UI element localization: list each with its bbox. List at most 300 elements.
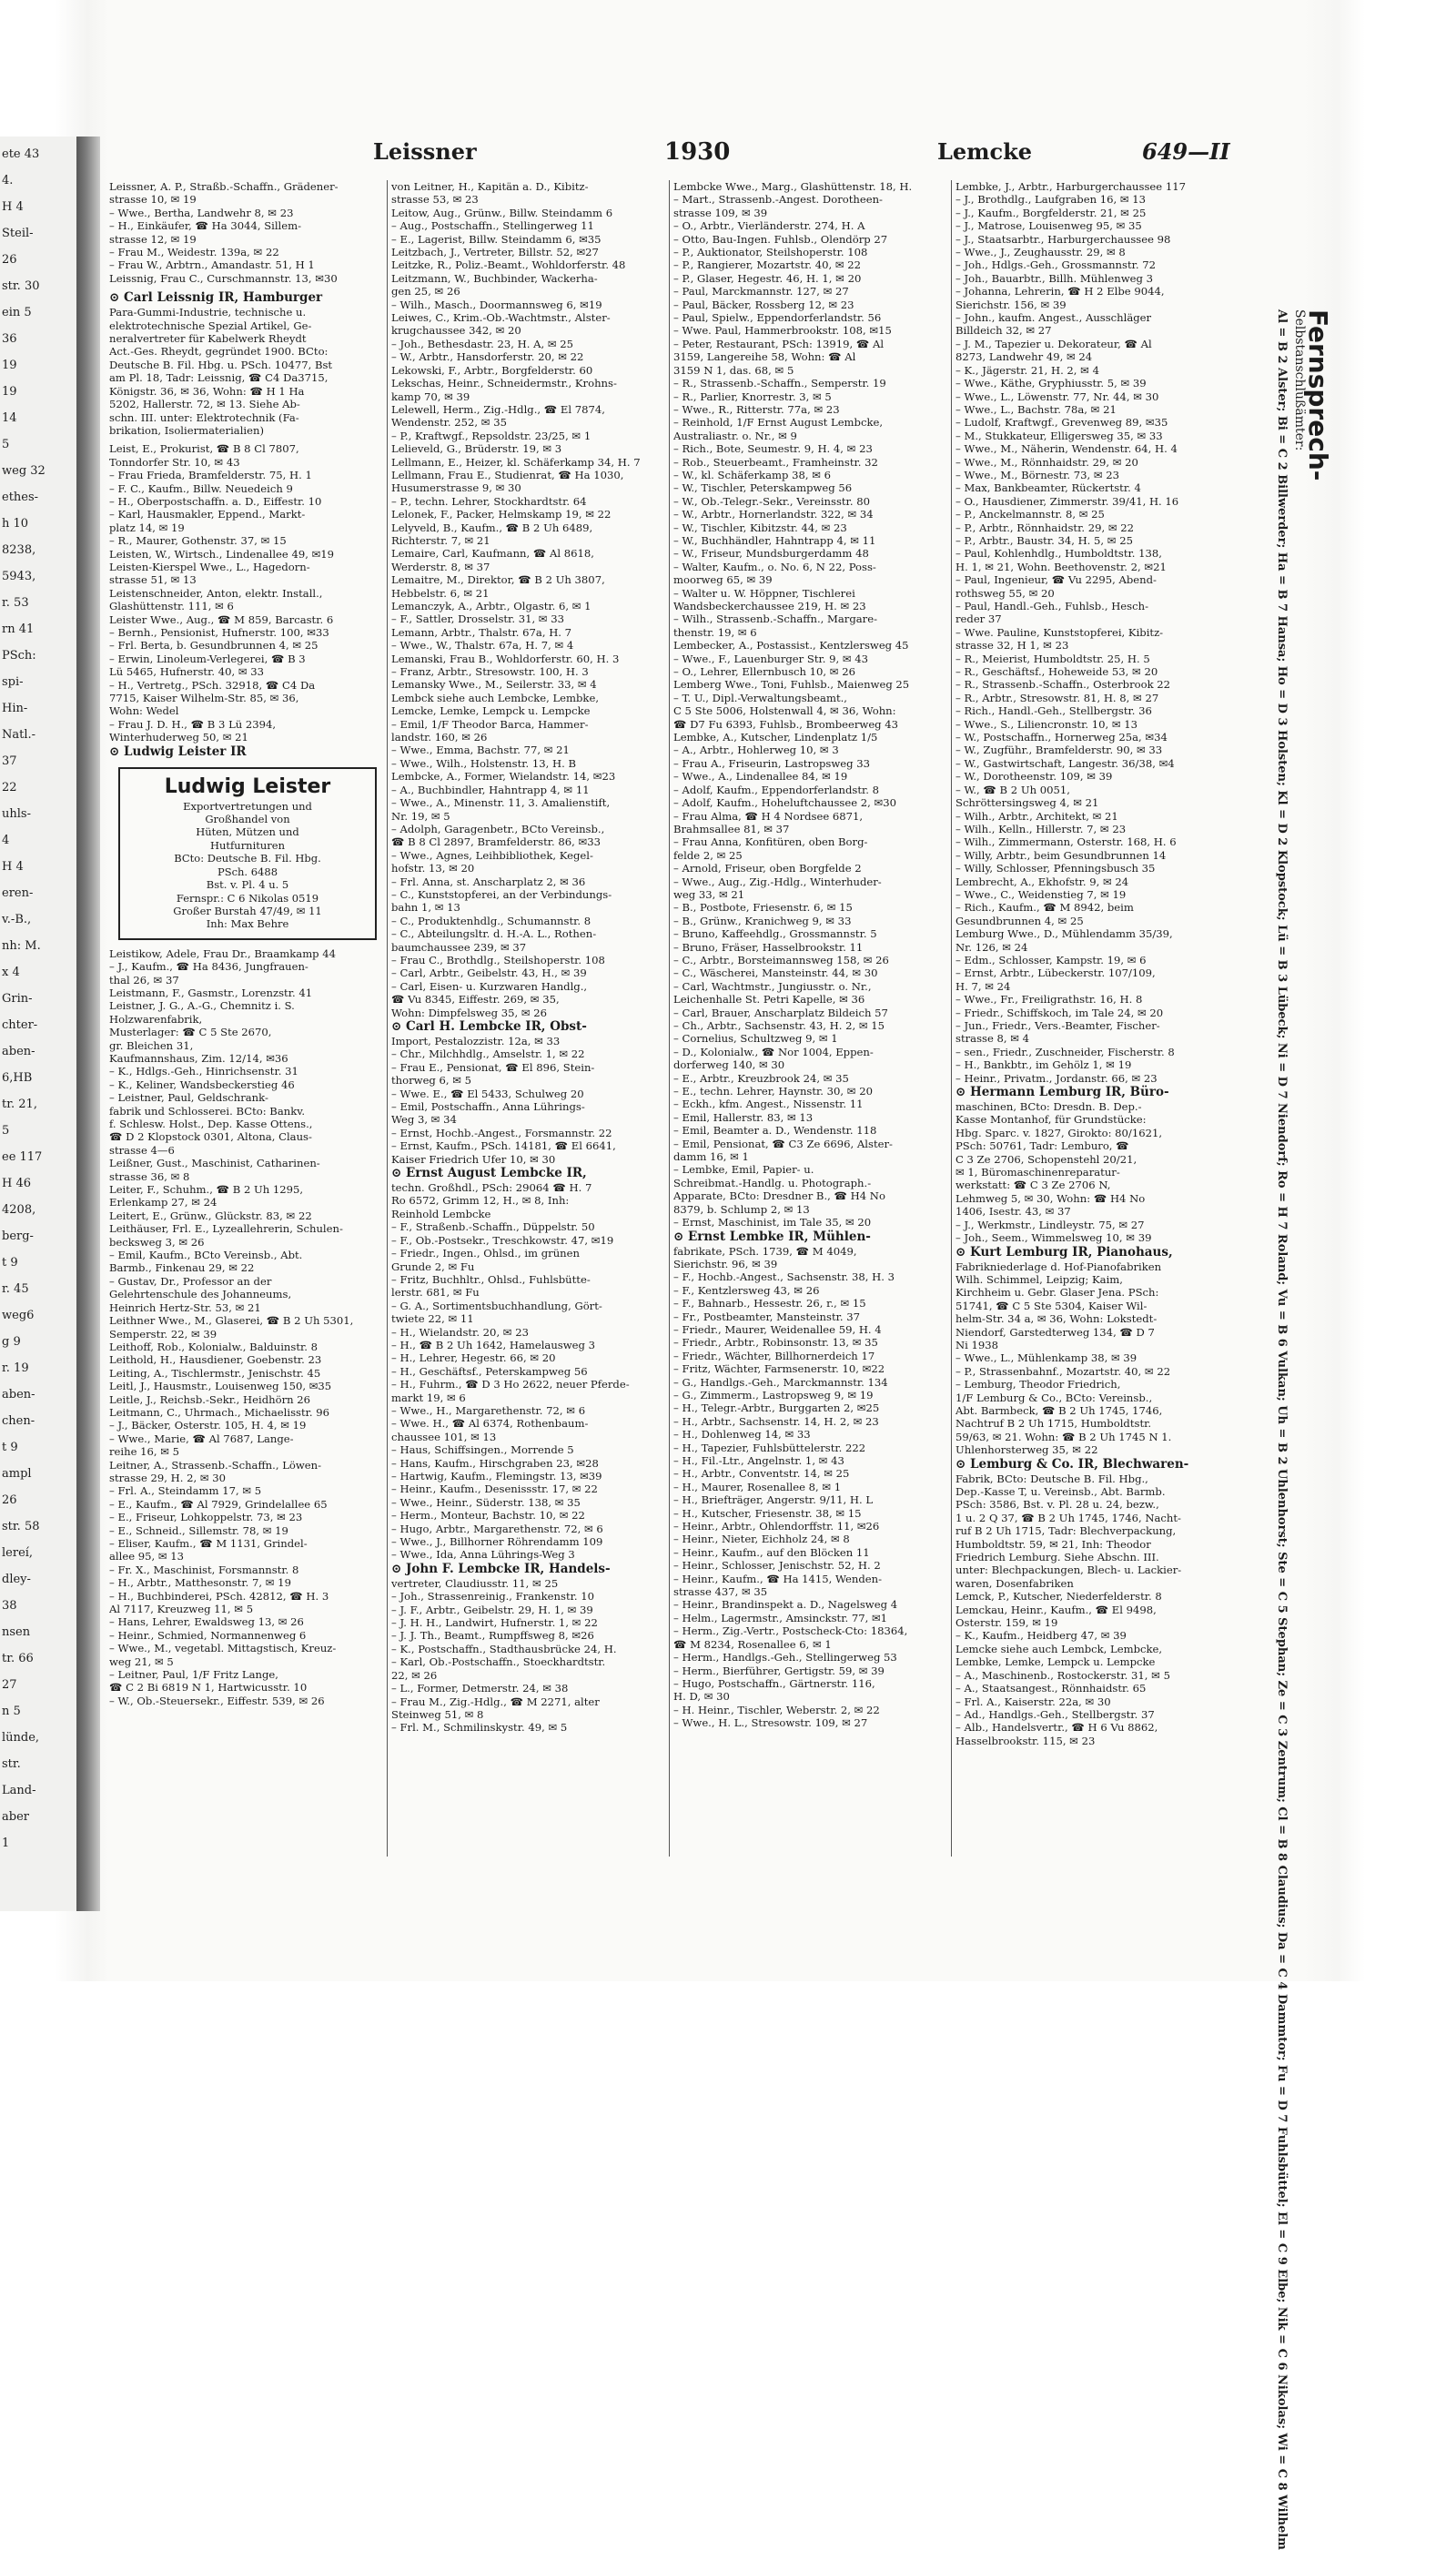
directory-entry: – Paul, Kohlenhdlg., Humboldtstr. 138, [956, 547, 1162, 561]
directory-entry: – Wwe., Fr., Freiligrathstr. 16, H. 8 [956, 993, 1143, 1007]
previous-page-fragment: nsen [2, 1625, 31, 1639]
directory-entry: – W., kl. Schäferkamp 38, ✉ 6 [673, 468, 831, 481]
directory-entry: – Johanna, Lehrerin, ☎ H 2 Elbe 9044, [956, 285, 1165, 299]
directory-entry: – Heinr., Privatm., Jordanstr. 66, ✉ 23 [956, 1071, 1158, 1085]
directory-entry: – Wwe., Marie, ☎ Al 7687, Lange- [109, 1432, 294, 1445]
directory-entry: Leitmann, C., Uhrmach., Michaelisstr. 96 [109, 1405, 330, 1419]
directory-entry: – H., Kutscher, Friesenstr. 38, ✉ 15 [673, 1506, 862, 1520]
previous-page-fragment: ampl [2, 1467, 32, 1481]
directory-entry: Leiting, A., Tischlermstr., Jenischstr. 45 [109, 1366, 321, 1380]
directory-entry: am Pl. 18, Tadr: Leissnig, ☎ C4 Da3715, [109, 371, 329, 385]
directory-entry: – Hugo, Arbtr., Margarethenstr. 72, ✉ 6 [391, 1522, 603, 1535]
directory-entry: – Wilh., Strassenb.-Schaffn., Margare- [673, 612, 877, 626]
directory-entry: – Hugo, Postschaffn., Gärtnerstr. 116, [673, 1676, 875, 1690]
directory-entry: – W., Dorotheenstr. 109, ✉ 39 [956, 770, 1113, 784]
directory-entry: – Rich., Handl.-Geh., Stellbergstr. 36 [956, 704, 1152, 718]
directory-entry: Lekowski, F., Arbtr., Borgfelderstr. 60 [391, 363, 593, 377]
previous-page-fragment: n 5 [2, 1705, 21, 1718]
directory-entry: Billdeich 32, ✉ 27 [956, 324, 1052, 338]
directory-entry: – K., Kaufm., Heidberg 47, ✉ 39 [956, 1629, 1127, 1643]
directory-entry: Leithner Wwe., M., Glaserei, ☎ B 2 Uh 5301, [109, 1314, 354, 1328]
directory-entry: von Leitner, H., Kapitän a. D., Kibitz- [391, 180, 589, 193]
previous-page-fragment: 5 [2, 1124, 10, 1138]
directory-entry: – Eliser, Kaufm., ☎ M 1131, Grindel- [109, 1537, 308, 1550]
directory-entry: Leisten, W., Wirtsch., Lindenallee 49, ✉19 [109, 547, 335, 561]
directory-entry: Leiwes, C., Krim.-Ob.-Wachtmstr., Alster- [391, 311, 611, 325]
directory-entry: – Friedr., Arbtr., Robinsonstr. 13, ✉ 35 [673, 1336, 878, 1350]
directory-entry: Leißner, Gust., Maschinist, Catharinen- [109, 1157, 320, 1170]
directory-entry: – G., Handlgs.-Geh., Marckmannstr. 134 [673, 1375, 888, 1389]
directory-entry: – Emil, Postschaffn., Anna Lührings- [391, 1100, 585, 1114]
directory-entry: – Wwe., R., Ritterstr. 77a, ✉ 23 [673, 402, 840, 416]
column-3 [673, 180, 946, 1857]
directory-entry: ☎ C 2 Bi 6819 N 1, Hartwicusstr. 10 [109, 1681, 308, 1695]
directory-entry: – K., Keliner, Wandsbeckerstieg 46 [109, 1078, 295, 1091]
previous-page-fragment: H 4 [2, 200, 24, 214]
directory-entry: – H., Oberpostschaffn. a. D., Eiffestr. 10 [109, 494, 322, 508]
directory-entry: – H., Arbtr., Sachsenstr. 14, H. 2, ✉ 23 [673, 1414, 879, 1428]
directory-entry: – Joh., Hdlgs.-Geh., Grossmannstr. 72 [956, 258, 1157, 272]
directory-entry: – Eckh., kfm. Angest., Nissenstr. 11 [673, 1098, 864, 1111]
advertisement-lines [124, 800, 371, 931]
directory-entry: Wohn: Wedel [109, 704, 179, 718]
directory-entry: – Frau E., Pensionat, ☎ El 896, Stein- [391, 1060, 595, 1074]
directory-entry: – E., Arbtr., Kreuzbrook 24, ✉ 35 [673, 1071, 849, 1085]
directory-entry: – Frau Anna, Konfitüren, oben Borg- [673, 835, 868, 849]
directory-entry: Hebbelstr. 6, ✉ 21 [391, 586, 490, 600]
directory-entry: – Lembke, Emil, Papier- u. [673, 1163, 814, 1177]
directory-entry: – J., Matrose, Louisenweg 95, ✉ 35 [956, 219, 1142, 233]
directory-entry: – F., Kentzlersweg 43, ✉ 26 [673, 1283, 820, 1297]
directory-entry: – F., Ob.-Postsekr., Treschkowstr. 47, ✉19 [391, 1233, 614, 1247]
directory-entry: – Frau W., Arbtrn., Amandastr. 51, H 1 [109, 258, 315, 272]
directory-entry: Ni 1938 [956, 1338, 999, 1351]
directory-entry: – J., Kaufm., ☎ Ha 8436, Jungfrauen- [109, 960, 308, 974]
directory-entry: – Lemburg, Theodor Friedrich, [956, 1378, 1121, 1391]
directory-entry: Erlenkamp 27, ✉ 24 [109, 1196, 217, 1209]
directory-entry: Lembecker, A., Postassist., Kentzlersweg 45 [673, 639, 909, 653]
previous-page-fragment: 4. [2, 174, 14, 187]
directory-entry: ☎ M 8234, Rosenallee 6, ✉ 1 [673, 1637, 832, 1651]
previous-page-fragment: weg 32 [2, 464, 46, 478]
directory-entry: Lembcke, A., Former, Wielandstr. 14, ✉23 [391, 770, 616, 784]
directory-entry: Schreibmat.-Handlg. u. Photograph.- [673, 1176, 872, 1189]
directory-entry: – J. F., Arbtr., Geibelstr. 29, H. 1, ✉ 39 [391, 1603, 593, 1616]
column-4 [956, 180, 1256, 1857]
directory-entry: Leitzbach, J., Vertreter, Billstr. 52, ✉27 [391, 246, 599, 259]
directory-entry: Reinhold Lembcke [391, 1207, 491, 1220]
directory-entry: Australiastr. o. Nr., ✉ 9 [673, 429, 797, 442]
directory-entry: strasse 12, ✉ 19 [109, 232, 197, 246]
directory-entry: Lemcke siehe auch Lembck, Lembcke, [956, 1642, 1163, 1655]
previous-page-fragment: lünde, [2, 1731, 40, 1745]
directory-entry: strasse 36, ✉ 8 [109, 1169, 190, 1183]
directory-entry: – Ad., Handlgs.-Geh., Stellbergstr. 37 [956, 1707, 1155, 1721]
directory-entry: strasse 109, ✉ 39 [673, 206, 768, 219]
directory-entry: – P., Arbtr., Rönnhaidstr. 29, ✉ 22 [956, 521, 1134, 534]
previous-page-fragment: Grin- [2, 992, 33, 1006]
directory-entry: Lemanczyk, A., Arbtr., Olgastr. 6, ✉ 1 [391, 600, 592, 612]
directory-entry: – H., Arbtr., Matthesonstr. 7, ✉ 19 [109, 1576, 291, 1590]
directory-entry: – Wwe., Agnes, Leihbibliothek, Kegel- [391, 848, 593, 862]
directory-entry: – P., Arbtr., Baustr. 34, H. 5, ✉ 25 [956, 533, 1133, 547]
directory-entry: Friedrich Lemburg. Siehe Abschn. III. [956, 1551, 1159, 1564]
directory-entry: – R., Parlier, Knorrestr. 3, ✉ 5 [673, 390, 832, 403]
previous-page-fragment: 19 [2, 359, 17, 372]
directory-entry: Leitzmann, W., Buchbinder, Wackerha- [391, 271, 598, 285]
directory-entry: – E., techn. Lehrer, Haynstr. 30, ✉ 20 [673, 1085, 873, 1098]
directory-entry: Leistmann, F., Gasmstr., Lorenzstr. 41 [109, 986, 313, 999]
directory-entry: Gesundbrunnen 4, ✉ 25 [956, 914, 1084, 927]
directory-entry: Osterstr. 159, ✉ 19 [956, 1616, 1058, 1630]
directory-entry: Leissner, A. P., Straßb.-Schaffn., Grädener- [109, 180, 339, 193]
directory-entry: f. Schlesw. Holst., Dep. Kasse Ottens., [109, 1118, 313, 1130]
directory-entry: Gelehrtenschule des Johanneums, [109, 1288, 292, 1301]
directory-entry: – W., Ob.-Steuersekr., Eiffestr. 539, ✉ 26 [109, 1694, 325, 1707]
directory-entry: – Otto, Bau-Ingen. Fuhlsb., Olendörp 27 [673, 232, 888, 246]
previous-page-fragment: aben- [2, 1388, 35, 1401]
directory-entry: thenstr. 19, ✉ 6 [673, 625, 757, 639]
directory-entry: – Joh., Bauarbtr., Billh. Mühlenweg 3 [956, 271, 1153, 285]
directory-entry: – Wwe., Aug., Zig.-Hdlg., Winterhuder- [673, 875, 882, 888]
directory-entry: Lekschas, Heinr., Schneidermstr., Krohns- [391, 377, 617, 390]
directory-entry: strasse 53, ✉ 23 [391, 193, 479, 207]
directory-entry: strasse 32, H 1, ✉ 23 [956, 639, 1069, 653]
directory-entry: ruf B 2 Uh 1715, Tadr: Blechverpackung, [956, 1524, 1177, 1538]
directory-entry: – F., Hochb.-Angest., Sachsenstr. 38, H. 3 [673, 1270, 895, 1284]
directory-entry: – Wwe., C., Weidenstieg 7, ✉ 19 [956, 887, 1127, 901]
directory-entry: allee 95, ✉ 13 [109, 1550, 185, 1563]
directory-entry: Wilh. Schimmel, Leipzig; Kaim, [956, 1272, 1123, 1286]
directory-entry: Lemburg Wwe., D., Mühlendamm 35/39, [956, 927, 1173, 941]
directory-entry: Leistenschneider, Anton, elektr. Install., [109, 586, 323, 600]
directory-entry: – Alb., Handelsvertr., ☎ H 6 Vu 8862, [956, 1721, 1158, 1735]
directory-entry: Lembcke Wwe., Marg., Glashüttenstr. 18, H. [673, 180, 913, 193]
directory-entry: Leithoff, Rob., Kolonialw., Balduinstr. 8 [109, 1340, 318, 1353]
directory-entry: – Adolf, Kaufm., Hoheluftchaussee 2, ✉30 [673, 796, 896, 810]
directory-entry: – Emil, Pensionat, ☎ C3 Ze 6696, Alster- [673, 1137, 893, 1150]
directory-entry: ⊙ Carl Leissnig IR, Hamburger [109, 290, 323, 306]
directory-entry: – Wwe., J., Zeughausstr. 29, ✉ 8 [956, 246, 1126, 259]
directory-entry: Brahmsallee 81, ✉ 37 [673, 822, 790, 835]
directory-entry: Lemaire, Carl, Kaufmann, ☎ Al 8618, [391, 547, 594, 561]
directory-entry: – Leitner, Paul, 1/F Fritz Lange, [109, 1668, 278, 1682]
directory-entry: Richterstr. 7, ✉ 21 [391, 533, 490, 547]
previous-page-fragment: t 9 [2, 1256, 18, 1270]
directory-entry: Leitzke, R., Poliz.-Beamt., Wohldorferstr. 48 [391, 258, 626, 272]
directory-entry: – F., Bahnarb., Hessestr. 26, r., ✉ 15 [673, 1297, 866, 1310]
directory-entry: schn. III. unter: Elektrotechnik (Fa- [109, 410, 299, 424]
directory-entry: Lelonek, F., Packer, Helmskamp 19, ✉ 22 [391, 508, 612, 521]
directory-entry: – H., Dohlenweg 14, ✉ 33 [673, 1428, 811, 1442]
directory-entry: – Fritz, Wächter, Farmsenerstr. 10, ✉22 [673, 1362, 885, 1376]
directory-entry: Lemaitre, M., Direktor, ☎ B 2 Uh 3807, [391, 573, 605, 587]
directory-entry: – Willy, Schlosser, Pfenningsbusch 35 [956, 862, 1156, 875]
directory-entry: 8379, b. Schlump 2, ✉ 13 [673, 1202, 810, 1216]
previous-page-fragment: 26 [2, 1493, 17, 1507]
directory-entry: Wohn: Dimpfelsweg 35, ✉ 26 [391, 1006, 548, 1019]
directory-entry: Leitl, J., Hausmstr., Louisenweg 150, ✉35 [109, 1380, 332, 1393]
directory-entry: Fabrik, BCto: Deutsche B. Fil. Hbg., [956, 1472, 1148, 1485]
directory-entry: – Hartwig, Kaufm., Flemingstr. 13, ✉39 [391, 1470, 602, 1482]
directory-entry: Lelyveld, B., Kaufm., ☎ B 2 Uh 6489, [391, 521, 593, 534]
side-legend-subtitle: Selbstanschlußämter: [1292, 309, 1307, 451]
directory-entry: – Friedr., Wächter, Billhornerdeich 17 [673, 1349, 875, 1362]
directory-entry: – H., Maurer, Rosenallee 8, ✉ 1 [673, 1480, 842, 1493]
directory-entry: Humboldtstr. 59, ✉ 21, Inh: Theodor [956, 1537, 1151, 1551]
directory-entry: – Carl, Wachtmstr., Jungiusstr. o. Nr., [673, 979, 872, 993]
directory-entry: – Emil, 1/F Theodor Barca, Hammer- [391, 717, 589, 731]
directory-entry: – K., Hdlgs.-Geh., Hinrichsenstr. 31 [109, 1065, 298, 1078]
directory-entry: – J., Bäcker, Osterstr. 105, H. 4, ✉ 19 [109, 1419, 307, 1432]
directory-entry: baumchaussee 239, ✉ 37 [391, 940, 527, 954]
directory-entry: – Haus, Schiffsingen., Morrende 5 [391, 1443, 574, 1457]
advertisement-line: Hutfurnituren [209, 838, 286, 852]
directory-entry: Lellmann, Frau E., Studienrat, ☎ Ha 1030, [391, 468, 624, 481]
directory-entry: Leichenhalle St. Petri Kapelle, ✉ 36 [673, 993, 865, 1007]
directory-entry: – W., Tischler, Peterskampweg 56 [673, 481, 853, 495]
directory-entry: – Joh., Strassenreinig., Frankenstr. 10 [391, 1590, 594, 1604]
directory-entry: Semperstr. 22, ✉ 39 [109, 1327, 217, 1341]
directory-entry: – Edm., Schlosser, Kampstr. 19, ✉ 6 [956, 953, 1147, 966]
directory-entry: Fabrikniederlage d. Hof-Pianofabriken [956, 1260, 1162, 1273]
header-year: 1930 [664, 138, 731, 166]
directory-entry: Lemcke, Lemke, Lempck u. Lempcke [391, 704, 591, 718]
directory-entry: Lemanski, Frau B., Wohldorferstr. 60, H. 3 [391, 652, 620, 665]
directory-entry: fabrik und Schlosserei. BCto: Bankv. [109, 1104, 306, 1118]
directory-entry: – Wwe., L., Mühlenkamp 38, ✉ 39 [956, 1351, 1138, 1365]
directory-entry: Grunde 2, ✉ Fu [391, 1260, 475, 1273]
directory-entry: – Fr., Postbeamter, Mansteinstr. 37 [673, 1310, 861, 1323]
directory-entry: – J. H. H., Landwirt, Hufnerstr. 1, ✉ 22 [391, 1616, 598, 1630]
directory-entry: – Heinr., Schlosser, Jenischstr. 52, H. 2 [673, 1559, 881, 1573]
directory-entry: lerstr. 681, ✉ Fu [391, 1286, 480, 1300]
directory-entry: – Frau M., Zig.-Hdlg., ☎ M 2271, alter [391, 1695, 600, 1708]
directory-entry: – R., Maurer, Gothenstr. 37, ✉ 15 [109, 534, 287, 548]
directory-entry: – Wwe., Ida, Anna Lührings-Weg 3 [391, 1548, 575, 1562]
advertisement-title: Ludwig Leister [164, 774, 331, 798]
directory-entry: Leiter, F., Schuhm., ☎ B 2 Uh 1295, [109, 1183, 304, 1197]
advertisement-line: Bst. v. Pl. 4 u. 5 [206, 878, 289, 892]
directory-entry: Lehmweg 5, ✉ 30, Wohn: ☎ H4 No [956, 1191, 1146, 1205]
directory-entry: – H., Fuhrm., ☎ D 3 Ho 2622, neuer Pferde- [391, 1378, 630, 1391]
previous-page-fragment: 38 [2, 1599, 17, 1613]
previous-page-fragment: x 4 [2, 966, 20, 979]
previous-page-fragment: 36 [2, 332, 17, 346]
directory-entry: ⊙ Ernst Lembke IR, Mühlen- [673, 1229, 871, 1244]
previous-page-fragment: 14 [2, 411, 17, 425]
directory-entry: – Wwe., H. L., Stresowstr. 109, ✉ 27 [673, 1716, 868, 1730]
directory-entry: – Paul, Spielw., Eppendorferlandstr. 56 [673, 311, 882, 325]
directory-entry: strasse 437, ✉ 35 [673, 1585, 768, 1599]
directory-entry: felde 2, ✉ 25 [673, 848, 743, 862]
directory-entry: 22, ✉ 26 [391, 1668, 438, 1682]
directory-entry: – Herm., Bierführer, Gertigstr. 59, ✉ 39 [673, 1664, 885, 1677]
directory-entry: 1406, Isestr. 43, ✉ 37 [956, 1205, 1071, 1219]
directory-entry: Lemann, Arbtr., Thalstr. 67a, H. 7 [391, 625, 572, 639]
previous-page-edge [0, 137, 76, 1911]
directory-entry: – W., Ob.-Telegr.-Sekr., Vereinsstr. 80 [673, 494, 870, 508]
directory-entry: Lelewell, Herm., Zig.-Hdlg., ☎ El 7874, [391, 402, 605, 416]
directory-entry: – Wwe., M., Börnestr. 73, ✉ 23 [956, 468, 1120, 481]
directory-entry: – A., Maschinenb., Rostockerstr. 31, ✉ 5 [956, 1668, 1170, 1682]
side-legend-codes: Al = B 2 Alster; Bi = C 2 Billwerder; Ha = B 7 Hansa; Ho = D 3 Holsten; Kl = D 2 Klopstock; Lü = B 3 Lübeck; Ni = D 7 Niendorf; Ro = H 7 Roland; Vu = B 6 Vulkan; Uh = B 2 Uhlenhorst; Ste = C 5 Stephan; Ze = C 3 Zentrum; Cl = B 8 Claudius; Da = C 4 Dammtor; Fu = D 7 Fuhlsbüttel; El = C 9 Elbe; Nik = C 6 Nikolas; Wi = C 8 Wilhelm [1275, 309, 1289, 2550]
directory-entry: – Max, Bankbeamter, Rückertstr. 4 [956, 481, 1141, 495]
column-divider [951, 180, 952, 1857]
directory-entry: thorweg 6, ✉ 5 [391, 1074, 472, 1088]
directory-entry: – W., Postschaffn., Hornerweg 25a, ✉34 [956, 731, 1168, 744]
previous-page-fragment: aber [2, 1810, 29, 1824]
directory-entry: – Frl. Anna, st. Anscharplatz 2, ✉ 36 [391, 875, 586, 888]
directory-entry: – Adolf, Kaufm., Eppendorferlandstr. 8 [673, 783, 879, 796]
directory-entry: – Wwe., A., Lindenallee 84, ✉ 19 [673, 770, 848, 784]
directory-entry: – Carl, Arbtr., Geibelstr. 43, H., ✉ 39 [391, 966, 587, 980]
directory-entry: Lembke, Lemke, Lempck u. Lempcke [956, 1655, 1156, 1669]
directory-entry: – Wwe. E., ☎ El 5433, Schulweg 20 [391, 1087, 584, 1100]
directory-entry: Nr. 126, ✉ 24 [956, 940, 1028, 954]
previous-page-fragment: ete 43 [2, 147, 40, 161]
directory-entry: – Hans, Kaufm., Hirschgraben 23, ✉28 [391, 1456, 599, 1470]
directory-entry: – Wwe., H., Margarethenstr. 72, ✉ 6 [391, 1403, 586, 1417]
directory-entry: Lellmann, E., Heizer, kl. Schäferkamp 34, H. 7 [391, 455, 641, 469]
directory-entry: ☎ D7 Fu 6393, Fuhlsb., Brombeerweg 43 [673, 717, 899, 731]
directory-entry: – Rich., Bote, Seumestr. 9, H. 4, ✉ 23 [673, 442, 873, 456]
directory-entry: – Wwe., A., Minenstr. 11, 3. Amalienstift, [391, 796, 611, 810]
directory-entry: Tonndorfer Str. 10, ✉ 43 [109, 455, 240, 469]
directory-entry: ☎ D 2 Klopstock 0301, Altona, Claus- [109, 1130, 312, 1144]
previous-page-fragment: 4208, [2, 1203, 36, 1217]
directory-entry: – P., Strassenbahnf., Mozartstr. 40, ✉ 22 [956, 1364, 1171, 1378]
directory-entry: – Karl, Hausmakler, Eppend., Markt- [109, 508, 306, 521]
directory-entry: – A., Buchbindler, Hahntrapp 4, ✉ 11 [391, 783, 590, 796]
directory-entry: – Paul, Handl.-Geh., Fuhlsb., Hesch- [956, 600, 1148, 612]
advertisement-line: Hüten, Mützen und [196, 825, 299, 839]
directory-entry: – Wwe., Bertha, Landwehr 8, ✉ 23 [109, 206, 294, 219]
directory-entry: – Reinhold, 1/F Ernst August Lembcke, [673, 416, 884, 430]
directory-entry: Ro 6572, Grimm 12, H., ✉ 8, Inh: [391, 1194, 570, 1208]
directory-entry: – Paul, Ingenieur, ☎ Vu 2295, Abend- [956, 573, 1157, 587]
advertisement-box [118, 767, 377, 940]
previous-page-fragment: r. 53 [2, 596, 29, 610]
directory-entry: – Wwe., Käthe, Gryphiusstr. 5, ✉ 39 [956, 377, 1147, 390]
advertisement-line: Fernspr.: C 6 Nikolas 0519 [176, 891, 319, 905]
directory-entry: – L., Former, Detmerstr. 24, ✉ 38 [391, 1682, 569, 1695]
directory-entry: Leitner, A., Strassenb.-Schaffn., Löwen- [109, 1458, 322, 1472]
directory-entry: – Walter, Kaufm., o. No. 6, N 22, Poss- [673, 560, 876, 573]
header-right-name: Lemcke [937, 138, 1033, 165]
directory-entry: becksweg 3, ✉ 26 [109, 1235, 205, 1249]
directory-entry: gen 25, ✉ 26 [391, 285, 460, 299]
directory-entry: – Wwe. Pauline, Kunststopferei, Kibitz- [956, 625, 1164, 639]
directory-entry: 3159 N 1, das. 68, ✉ 5 [673, 363, 794, 377]
directory-entry: – R., Meierist, Humboldtstr. 25, H. 5 [956, 652, 1150, 665]
directory-entry: – H., Einkäufer, ☎ Ha 3044, Sillem- [109, 219, 302, 233]
directory-entry: – Wilh., Masch., Doormannsweg 6, ✉19 [391, 298, 602, 311]
directory-entry: 8273, Landwehr 49, ✉ 24 [956, 350, 1093, 364]
directory-entry: markt 19, ✉ 6 [391, 1391, 466, 1404]
directory-entry: ⊙ Ludwig Leister IR [109, 744, 247, 759]
directory-entry: Glashüttenstr. 111, ✉ 6 [109, 600, 234, 613]
directory-entry: ⊙ Carl H. Lembcke IR, Obst- [391, 1019, 587, 1034]
directory-entry: – Mart., Strassenb.-Angest. Dorotheen- [673, 193, 883, 207]
directory-entry: Leitert, E., Grünw., Glückstr. 83, ✉ 22 [109, 1209, 312, 1222]
directory-entry: – Frau A., Friseurin, Lastropsweg 33 [673, 756, 870, 770]
directory-entry: ⊙ Lemburg & Co. IR, Blechwaren- [956, 1456, 1189, 1472]
directory-entry: – C., Abteilungsltr. d. H.-A. L., Rothen- [391, 927, 597, 941]
directory-entry: – sen., Friedr., Zuschneider, Fischerstr. 8 [956, 1045, 1175, 1058]
directory-entry: – G., Zimmerm., Lastropsweg 9, ✉ 19 [673, 1388, 874, 1401]
directory-entry: werkstatt: ☎ C 3 Ze 2706 N, [956, 1179, 1111, 1192]
directory-entry: Lemckau, Heinr., Kaufm., ☎ El 9498, [956, 1603, 1157, 1616]
directory-entry: – W., Tischler, Kibitzstr. 44, ✉ 23 [673, 521, 847, 534]
previous-page-fragment: t 9 [2, 1441, 18, 1454]
directory-entry: platz 14, ✉ 19 [109, 521, 185, 534]
directory-entry: ⊙ Kurt Lemburg IR, Pianohaus, [956, 1244, 1173, 1260]
directory-entry: – Fritz, Buchhltr., Ohlsd., Fuhlsbütte- [391, 1272, 591, 1286]
directory-entry: Leissnig, Frau C., Curschmannstr. 13, ✉30 [109, 271, 338, 285]
directory-entry: – B., Postbote, Friesenstr. 6, ✉ 15 [673, 901, 853, 915]
directory-entry: dorferweg 140, ✉ 30 [673, 1058, 785, 1072]
directory-entry: thal 26, ✉ 37 [109, 973, 179, 987]
directory-entry: – W., Buchhändler, Hahntrapp 4, ✉ 11 [673, 533, 876, 547]
directory-entry: – Jun., Friedr., Vers.-Beamter, Fischer- [956, 1019, 1160, 1032]
previous-page-fragment: weg6 [2, 1309, 35, 1322]
directory-entry: – B., Grünw., Kranichweg 9, ✉ 33 [673, 914, 852, 927]
directory-entry: Leithäuser, Frl. E., Lyzeallehrerin, Schulen- [109, 1222, 343, 1236]
directory-entry: – Herm., Zig.-Vertr., Postscheck-Cto: 18364, [673, 1624, 908, 1638]
previous-page-fragment: berg- [2, 1229, 34, 1243]
previous-page-fragment: 5943, [2, 570, 36, 583]
directory-entry: – Ludolf, Kraftwgf., Grevenweg 89, ✉35 [956, 416, 1168, 430]
previous-page-fragment: chen- [2, 1414, 35, 1428]
directory-entry: H. D, ✉ 30 [673, 1690, 730, 1704]
previous-page-fragment: 4 [2, 834, 10, 847]
book-binding [76, 137, 100, 1911]
previous-page-fragment: dley- [2, 1573, 31, 1586]
directory-entry: Sierichstr. 156, ✉ 39 [956, 298, 1067, 311]
directory-entry: – J., Werkmstr., Lindleystr. 75, ✉ 27 [956, 1218, 1145, 1231]
directory-entry: – Wwe. Paul, Hammerbrookstr. 108, ✉15 [673, 324, 892, 338]
directory-entry: – Frau M., Weidestr. 139a, ✉ 22 [109, 246, 279, 259]
directory-entry: gr. Bleichen 31, [109, 1038, 194, 1052]
directory-entry: – K., Jägerstr. 21, H. 2, ✉ 4 [956, 363, 1099, 377]
directory-entry: 7715, Kaiser Wilhelm-Str. 85, ✉ 36, [109, 692, 299, 705]
directory-entry: – Wwe. H., ☎ Al 6374, Rothenbaum- [391, 1417, 589, 1431]
directory-entry: – H. Heinr., Tischler, Weberstr. 2, ✉ 22 [673, 1703, 880, 1716]
previous-page-fragment: Natl.- [2, 728, 36, 742]
directory-entry: Leithold, H., Hausdiener, Goebenstr. 23 [109, 1353, 322, 1367]
directory-entry: strasse 4—6 [109, 1143, 175, 1157]
header-left-name: Leissner [373, 138, 477, 165]
advertisement-line: Großhandel von [205, 813, 290, 826]
directory-entry: – Wwe., M., Rönnhaidstr. 29, ✉ 20 [956, 455, 1138, 469]
directory-entry: brikation, Isoliermaterialien) [109, 423, 264, 437]
directory-entry: – C., Produktenhdlg., Schumannstr. 8 [391, 914, 592, 927]
directory-entry: – J. M., Tapezier u. Dekorateur, ☎ Al [956, 337, 1152, 350]
directory-entry: ⊙ Hermann Lemburg IR, Büro- [956, 1085, 1169, 1100]
side-legend [1272, 309, 1333, 2550]
previous-page-fragment: 19 [2, 385, 17, 399]
directory-entry: – O., Hausdiener, Zimmerstr. 39/41, H. 16 [956, 494, 1179, 508]
directory-entry: – Joh., Bethesdastr. 23, H. A, ✉ 25 [391, 337, 574, 350]
directory-entry: Schröttersingsweg 4, ✉ 21 [956, 796, 1099, 810]
directory-entry: – Cornelius, Schultzweg 9, ✉ 1 [673, 1032, 838, 1046]
directory-entry: ⊙ John F. Lembcke IR, Handels- [391, 1561, 611, 1576]
directory-entry: Lembke, J., Arbtr., Harburgerchaussee 117 [956, 180, 1186, 193]
directory-entry: – Bruno, Kaffeehdlg., Grossmannstr. 5 [673, 927, 877, 941]
directory-entry: Leistikow, Adele, Frau Dr., Braamkamp 44 [109, 946, 337, 960]
directory-entry: C 3 Ze 2706, Schopenstehl 20/21, [956, 1152, 1138, 1166]
